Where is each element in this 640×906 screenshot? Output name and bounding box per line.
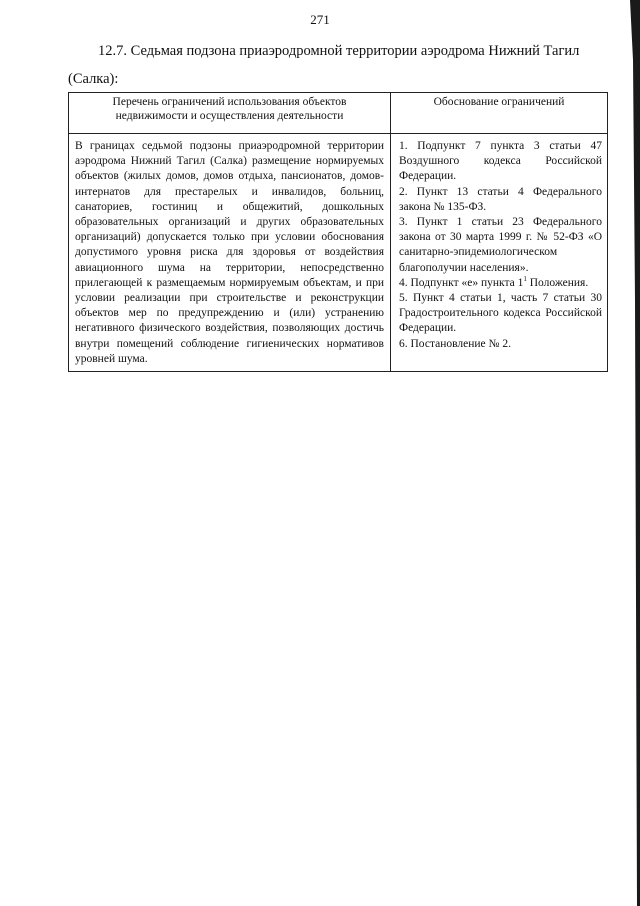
section-heading	[68, 37, 616, 93]
basis-item-4	[399, 276, 602, 291]
basis-item-5: 5. Пункт 4 статьи 1, часть 7 статьи 30 Градостроительного кодекса Российской Федерации.	[399, 292, 602, 335]
section-heading-line1: 12.7. Седьмая подзона приаэродромной территории аэродрома Нижний Тагил	[98, 43, 580, 59]
basis-cell	[391, 134, 608, 372]
basis-item-6: 6. Постановление № 2.	[399, 337, 512, 350]
scan-edge-shadow	[630, 0, 640, 906]
restrictions-cell: В границах седьмой подзоны приаэродромной территории аэродрома Нижний Тагил (Салка) размещение нормируемых объектов (жилых домов, домов отдыха, пансионатов, домов-интернатов для престарелых и инвалидов, больниц, санаториев, гостиниц и общежитий, дошкольных образовательных организаций и других образовательных организаций) допускается только при условии обоснования допустимого уровня риска для здоровья от воздействия авиационного шума на территории, непосредственно прилегающей к размещаемым нормируемым объектам, и при условии реализации при строительстве и реконструкции объектов мер по предупреждению и (или) устранению негативного физического воздействия, позволяющих достичь внутри помещений соблюдение гигиенических нормативов уровней шума.	[69, 134, 391, 372]
basis-item-4-text: 4. Подпункт «е» пункта 1	[399, 276, 524, 289]
table-row	[69, 134, 608, 372]
section-heading-line2: (Салка):	[68, 71, 119, 87]
page-number: 271	[310, 12, 330, 27]
basis-item-2: 2. Пункт 13 статьи 4 Федерального закона № 135-ФЗ.	[399, 185, 602, 213]
basis-item-3: 3. Пункт 1 статьи 23 Федерального закона от 30 марта 1999 г. № 52-ФЗ «О санитарно-эпидемиологическом благополучии населения».	[399, 216, 602, 274]
restrictions-table	[68, 92, 608, 372]
basis-item-4-tail: Положения.	[529, 276, 589, 289]
header-restrictions: Перечень ограничений использования объектов недвижимости и осуществления деятельности	[69, 93, 391, 134]
header-basis: Обоснование ограничений	[391, 93, 608, 134]
table-header-row	[69, 93, 608, 134]
basis-item-1: 1. Подпункт 7 пункта 3 статьи 47 Воздушного кодекса Российской Федерации.	[399, 140, 602, 183]
basis-item-4-superscript: 1	[523, 275, 527, 283]
